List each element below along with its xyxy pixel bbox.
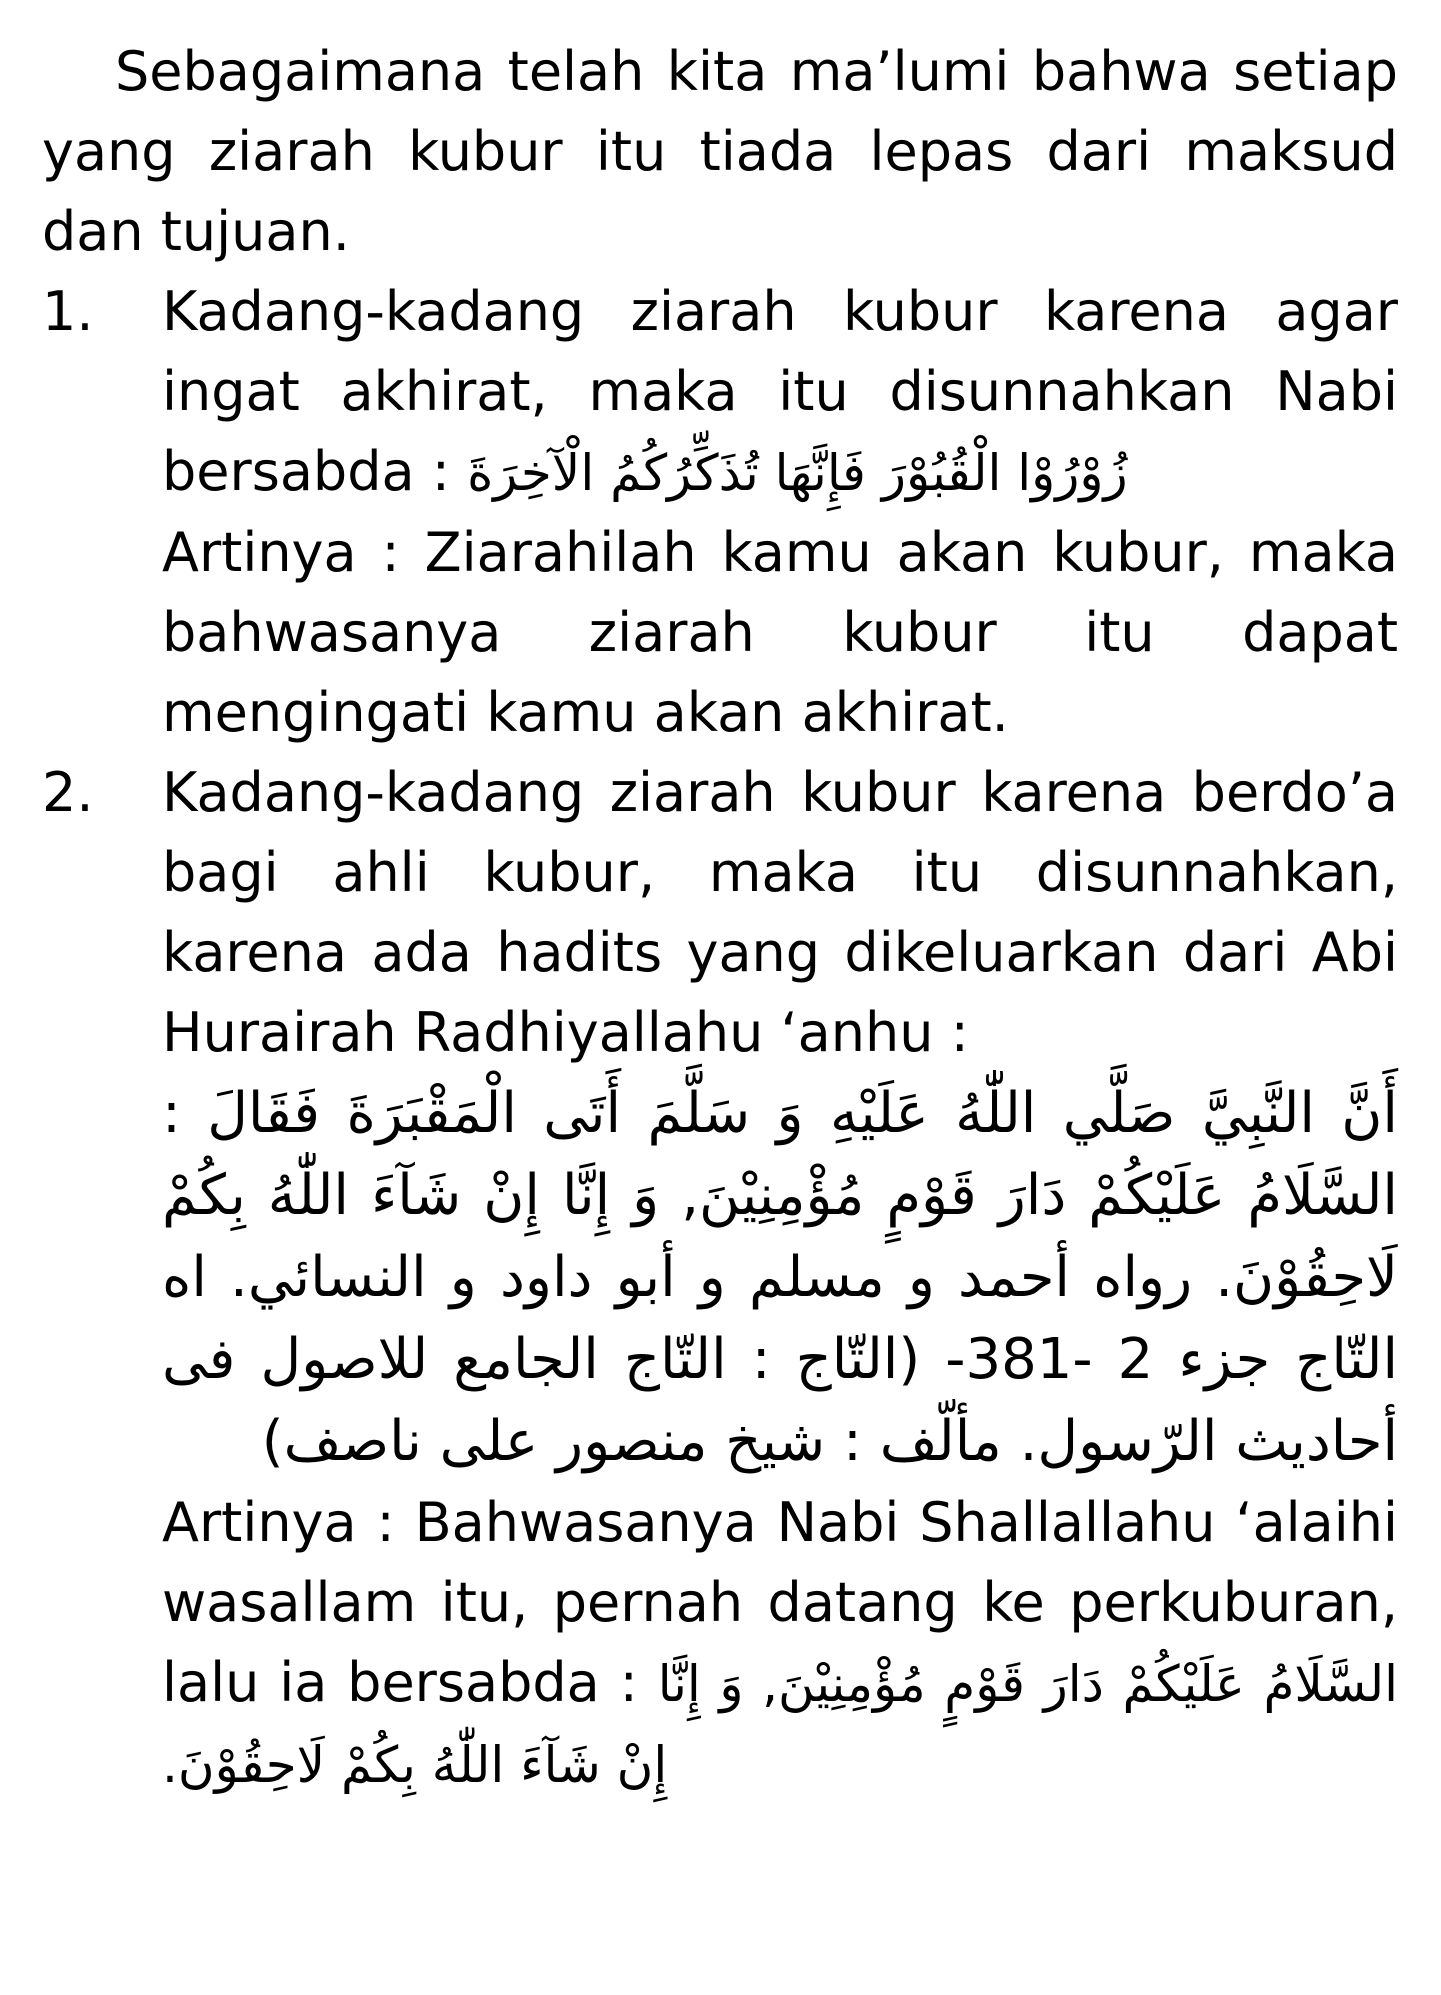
list-item-2 [42, 753, 1398, 1073]
item-2-arabic-salam: السَّلَامُ عَلَيْكُمْ دَارَ قَوْمٍ مُؤْمِنِيْنَ, وَ إِنَّا إِنْ شَآءَ اللّٰهُ بِكُمْ لَاحِقُوْنَ. [162, 1655, 1398, 1794]
item-2-translation [162, 1483, 1398, 1805]
item-1-text [162, 272, 1398, 513]
list-item-1 [42, 272, 1398, 753]
item-2-translation-block [42, 1483, 1398, 1805]
intro-paragraph: Sebagaimana telah kita ma’lumi bahwa setiap yang ziarah kubur itu tiada lepas dari maksud dan tujuan. [42, 40, 1398, 263]
item-2-translation-lead: Artinya : Bahwasanya Nabi Shallallahu ‘alaihi wasallam itu, pernah datang ke perkuburan, lalu ia bersabda : [162, 1491, 1398, 1714]
list-number-2: 2. [42, 761, 94, 824]
item-1-lead: Kadang-kadang ziarah kubur karena agar ingat akhirat, maka itu disunnahkan Nabi bersabda : [162, 280, 1398, 503]
item-1-arabic-hadith: زُوْرُوْا الْقُبُوْرَ فَإِنَّهَا تُذَكِّرُكُمُ الْآخِرَةَ [467, 444, 1128, 502]
list-number-1: 1. [42, 280, 94, 343]
item-2-arabic-hadith: أَنَّ النَّبِيَّ صَلَّي اللّٰهُ عَلَيْهِ وَ سَلَّمَ أَتَى الْمَقْبَرَةَ فَقَالَ : السَّلَامُ عَلَيْكُمْ دَارَ قَوْمٍ مُؤْمِنِيْنَ, وَ إِنَّا إِنْ شَآءَ اللّٰهُ بِكُمْ لَاحِقُوْنَ. رواه أحمد و مسلم و أبو داود و النسائي. اه التّاج جزء 2 -381- (التّاج : التّاج الجامع للاصول فى أحاديث الرّسول. مألّف : شيخ منصور على ناصف) [162, 1081, 1398, 1474]
item-1-translation: Artinya : Ziarahilah kamu akan kubur, maka bahwasanya ziarah kubur itu dapat mengingati kamu akan akhirat. [162, 521, 1398, 744]
item-2-text: Kadang-kadang ziarah kubur karena berdo’a bagi ahli kubur, maka itu disunnahkan, karena ada hadits yang dikeluarkan dari Abi Hurairah Radhiyallahu ‘anhu : [162, 761, 1398, 1064]
document-page [42, 32, 1398, 1805]
